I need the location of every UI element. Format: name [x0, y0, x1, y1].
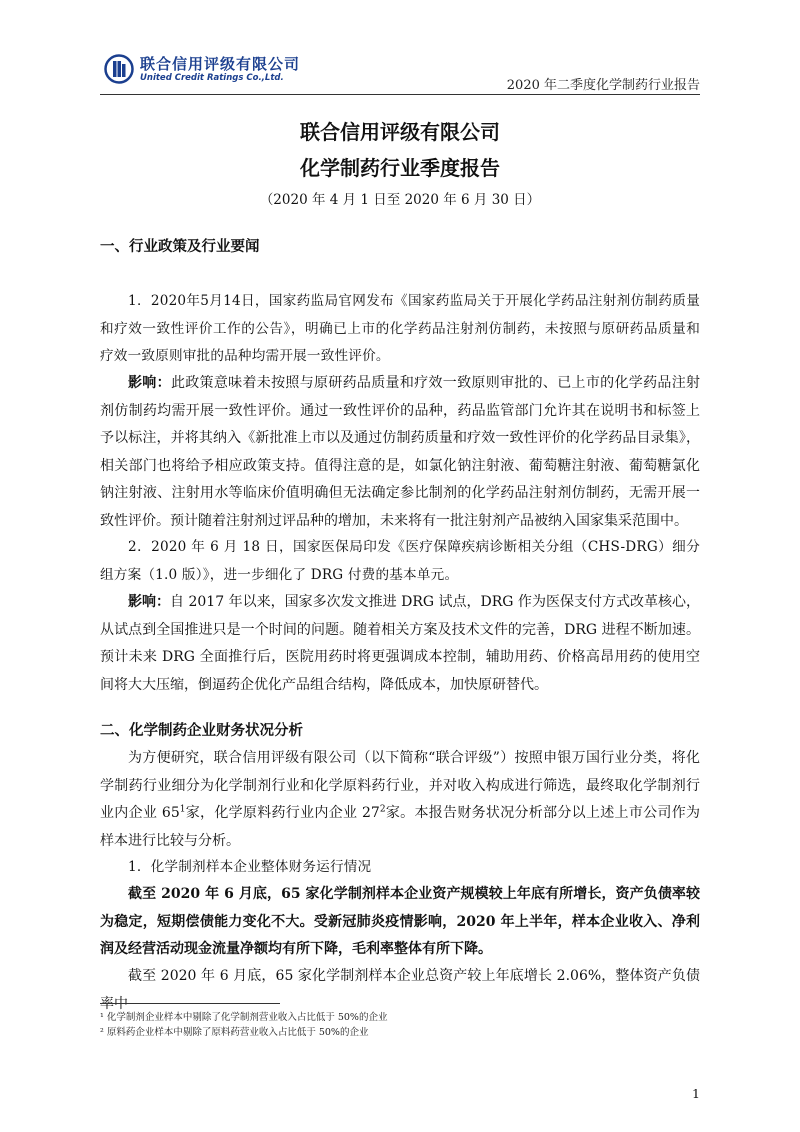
report-title: 化学制药行业季度报告 [300, 156, 500, 180]
footnote-ref-1: 1 [179, 804, 186, 815]
policy-impact-1 [100, 370, 700, 535]
summary-bold-paragraph: 截至 2020 年 6 月底，65 家化学制剂样本企业资产规模较上年底有所增长，资产负债率较为稳定，短期偿债能力变化不大。受新冠肺炎疫情影响，2020 年上半年，样本企业收入、净利润及经营活动现金流量净额均有所下降，毛利率整体有所下降。 [100, 886, 700, 957]
impact-label: 影响： [128, 375, 171, 391]
report-period: （2020 年 4 月 1 日至 2020 年 6 月 30 日） [259, 192, 541, 208]
impact-label: 影响： [128, 594, 171, 610]
page-number: 1 [692, 1086, 700, 1101]
body-paragraph: 截至 2020 年 6 月底，65 家化学制剂样本企业总资产较上年底增长 2.06%，整体资产负债率中 [100, 968, 700, 1012]
company-logo [104, 50, 324, 90]
intro-text-part: 家，化学原料药行业内企业 27 [185, 805, 380, 821]
impact-text: 此政策意味着未按照与原研药品质量和疗效一致原则审批的、已上市的化学药品注射剂仿制药均需开展一致性评价。通过一致性评价的品种，药品监管部门允许其在说明书和标签上予以标注，并将其纳入《新批准上市以及通过仿制药质量和疗效一致性评价的化学药品目录集》，相关部门也将给予相应政策支持。值得注意的是，如氯化钠注射液、葡萄糖注射液、葡萄糖氯化钠注射液、注射用水等临床价值明确但无法确定参比制剂的化学药品注射剂仿制药，无需开展一致性评价。预计随着注射剂过评品种的增加，未来将有一批注射剂产品被纳入国家集采范围中。 [100, 375, 701, 529]
footnote-divider [100, 1003, 280, 1004]
finance-intro-paragraph [100, 745, 700, 855]
policy-impact-2 [100, 589, 700, 699]
section-heading-finance: 二、化学制药企业财务状况分析 [100, 723, 303, 739]
header-divider [100, 94, 700, 95]
footnote-2: ² 原料药企业样本中剔除了原料药营业收入占比低于 50%的企业 [100, 1027, 369, 1038]
intro-text-part: 为方便研究，联合信用评级有限公司（以下简称“联合评级”）按照申银万国行业分类，将化学制药行业细分为化学制剂行业和化学原料药行业，并对收入构成进行筛选，最终取化学制剂行业内企业 65 [100, 750, 700, 821]
logo-english-name: United Credit Ratings Co.,Ltd. [140, 73, 284, 83]
footnote-ref-2: 2 [379, 804, 386, 815]
footnote-1: ¹ 化学制剂企业样本中剔除了化学制剂营业收入占比低于 50%的企业 [100, 1012, 388, 1023]
policy-item-2: 2．2020 年 6 月 18 日，国家医保局印发《医疗保障疾病诊断相关分组（CHS-DRG）细分组方案（1.0 版）》，进一步细化了 DRG 付费的基本单元。 [100, 539, 700, 583]
running-header-title: 2020 年二季度化学制药行业报告 [506, 78, 700, 93]
policy-item-1: 1．2020年5月14日，国家药监局官网发布《国家药监局关于开展化学药品注射剂仿制药质量和疗效一致性评价工作的公告》，明确已上市的化学药品注射剂仿制药，未按照与原研药品质量和疗效一致原则审批的品种均需开展一致性评价。 [100, 293, 700, 364]
company-logo-icon [104, 54, 134, 84]
logo-chinese-name: 联合信用评级有限公司 [140, 55, 301, 73]
impact-text: 自 2017 年以来，国家多次发文推进 DRG 试点，DRG 作为医保支付方式改革核心，从试点到全国推进只是一个时间的问题。随着相关方案及技术文件的完善，DRG 进程不断加速。预计未来 DRG 全面推行后，医院用药时将更强调成本控制，辅助用药、价格高昂用药的使用空间将大大压缩，倒逼药企优化产品组合结构，降低成本，加快原研替代。 [100, 594, 701, 693]
subsection-heading: 1．化学制剂样本企业整体财务运行情况 [128, 859, 372, 875]
intro-text-part: 家。本报告财务状况分析部分以上述上市公司作为样本进行比较与分析。 [100, 805, 701, 849]
section-heading-policy: 一、行业政策及行业要闻 [100, 239, 260, 255]
report-title-company: 联合信用评级有限公司 [300, 120, 500, 144]
